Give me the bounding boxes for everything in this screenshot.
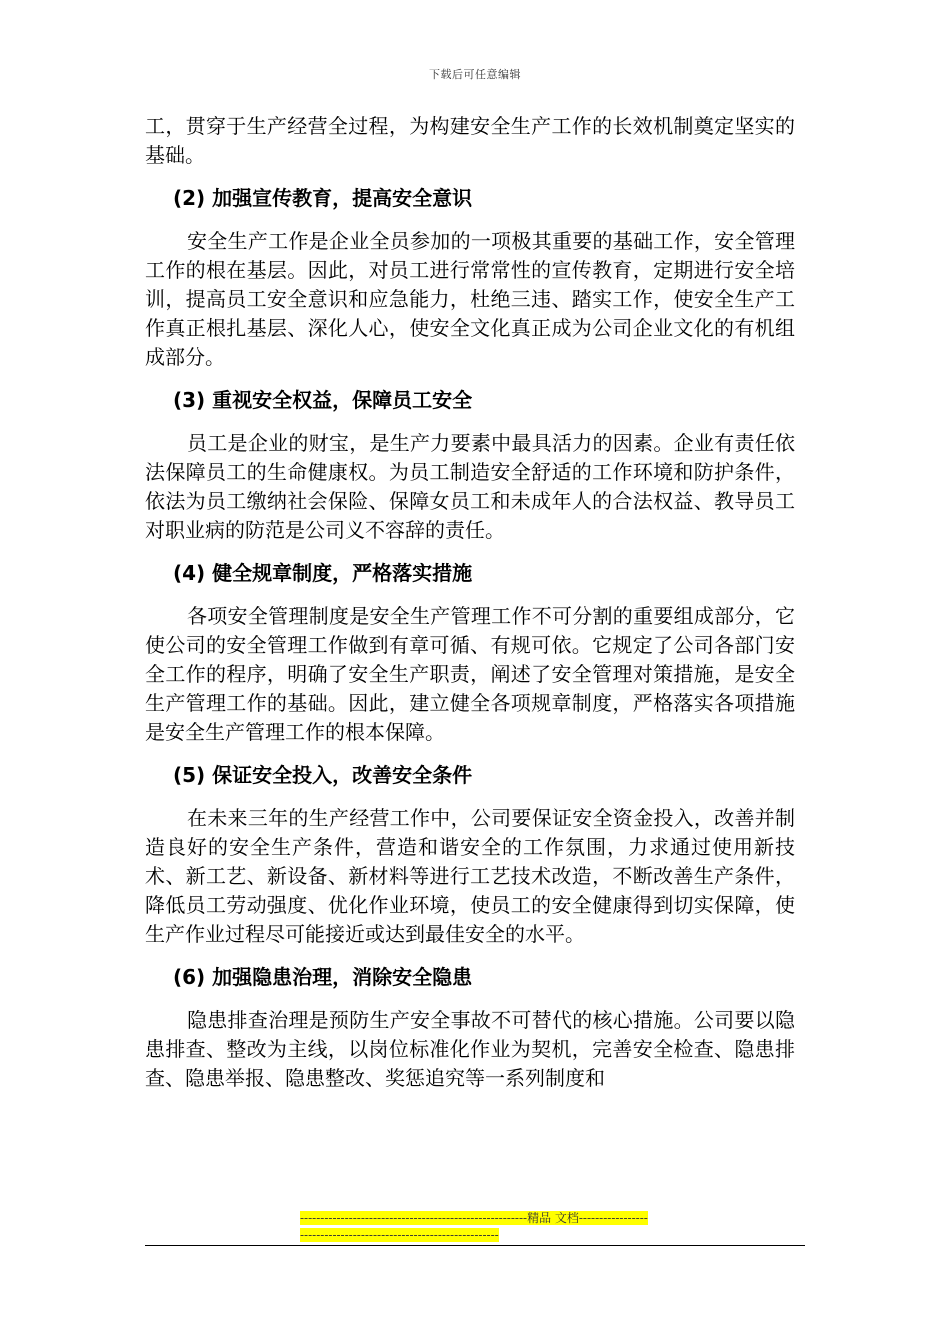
section-heading-2: (2) 加强宣传教育，提高安全意识 bbox=[173, 186, 473, 210]
section-heading-5: (5) 保证安全投入，改善安全条件 bbox=[173, 763, 473, 787]
section-heading-4: (4) 健全规章制度，严格落实措施 bbox=[173, 561, 473, 585]
footer-divider bbox=[145, 1245, 805, 1246]
section-body-2: 安全生产工作是企业全员参加的一项极其重要的基础工作，安全管理工作的根在基层。因此，对员工进行常常性的宣传教育，定期进行安全培训，提高员工安全意识和应急能力，杜绝三违、踏实工作，使安全生产工作真正根扎基层、深化人心，使安全文化真正成为公司企业文化的有机组成部分。 bbox=[145, 229, 795, 369]
section-heading-3: (3) 重视安全权益，保障员工安全 bbox=[173, 388, 473, 412]
section-body-5: 在未来三年的生产经营工作中，公司要保证安全资金投入，改善并制造良好的安全生产条件，营造和谐安全的工作氛围，力求通过使用新技术、新工艺、新设备、新材料等进行工艺技术改造，不断改善生产条件，降低员工劳动强度、优化作业环境，使员工的安全健康得到切实保障，使生产作业过程尽可能接近或达到最佳安全的水平。 bbox=[145, 806, 795, 946]
section-body-4: 各项安全管理制度是安全生产管理工作不可分割的重要组成部分，它使公司的安全管理工作做到有章可循、有规可依。它规定了公司各部门安全工作的程序，明确了安全生产职责，阐述了安全管理对策措施，是安全生产管理工作的基础。因此，建立健全各项规章制度，严格落实各项措施是安全生产管理工作的根本保障。 bbox=[145, 604, 795, 744]
intro-paragraph: 工，贯穿于生产经营全过程，为构建安全生产工作的长效机制奠定坚实的基础。 bbox=[145, 114, 795, 167]
section-body-3: 员工是企业的财宝，是生产力要素中最具活力的因素。企业有责任依法保障员工的生命健康权。为员工制造安全舒适的工作环境和防护条件，依法为员工缴纳社会保险、保障女员工和未成年人的合法权益、教导员工对职业病的防范是公司义不容辞的责任。 bbox=[145, 431, 795, 542]
header-note: 下载后可任意编辑 bbox=[429, 68, 521, 81]
section-heading-6: (6) 加强隐患治理，消除安全隐患 bbox=[173, 965, 473, 989]
document-body bbox=[145, 112, 795, 1093]
section-body-6: 隐患排查治理是预防生产安全事故不可替代的核心措施。公司要以隐患排查、整改为主线，以岗位标准化作业为契机，完善安全检查、隐患排查、隐患举报、隐患整改、奖惩追究等一系列制度和 bbox=[145, 1008, 795, 1090]
footer-watermark bbox=[300, 1210, 650, 1244]
footer-watermark-text: --------------------------------------------------------精品 文档------------------------------------------------------------------ bbox=[300, 1211, 648, 1242]
